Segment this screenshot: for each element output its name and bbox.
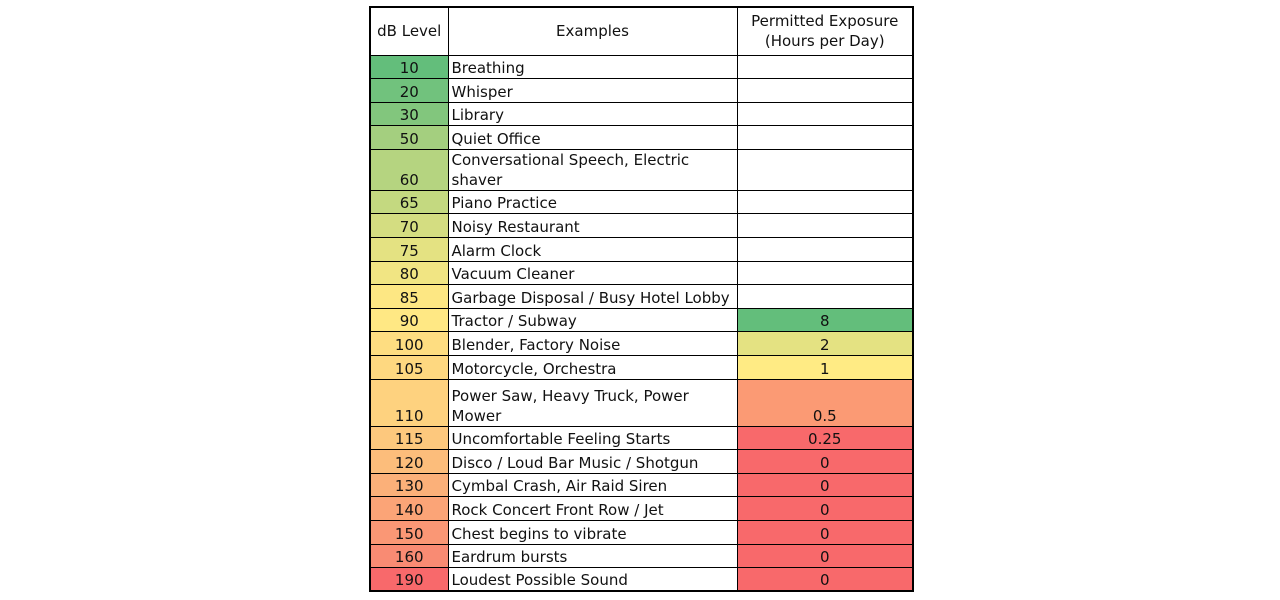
- db-level-cell: 105: [370, 356, 448, 380]
- table-row: [370, 497, 913, 521]
- db-level-cell: 90: [370, 308, 448, 332]
- table-row: [370, 521, 913, 545]
- exposure-cell: [737, 238, 913, 262]
- table-row: [370, 214, 913, 238]
- example-cell: Rock Concert Front Row / Jet: [448, 497, 737, 521]
- header-db-level: dB Level: [370, 7, 448, 55]
- example-cell: Uncomfortable Feeling Starts: [448, 426, 737, 450]
- example-cell: Eardrum bursts: [448, 544, 737, 568]
- exposure-cell: 2: [737, 332, 913, 356]
- header-exposure-line1: Permitted Exposure: [751, 12, 899, 31]
- table-row: [370, 568, 913, 592]
- db-level-cell: 160: [370, 544, 448, 568]
- db-level-cell: 20: [370, 79, 448, 103]
- exposure-cell: 0: [737, 473, 913, 497]
- exposure-cell: 0.25: [737, 426, 913, 450]
- db-level-cell: 70: [370, 214, 448, 238]
- example-cell: Library: [448, 102, 737, 126]
- table-row: [370, 332, 913, 356]
- exposure-cell: 8: [737, 308, 913, 332]
- example-cell: Alarm Clock: [448, 238, 737, 262]
- header-examples: Examples: [448, 7, 737, 55]
- exposure-cell: [737, 149, 913, 190]
- table-row: [370, 79, 913, 103]
- exposure-cell: 0: [737, 544, 913, 568]
- example-cell: Cymbal Crash, Air Raid Siren: [448, 473, 737, 497]
- example-cell: Power Saw, Heavy Truck, Power Mower: [448, 379, 737, 426]
- table-row: [370, 261, 913, 285]
- table-row: [370, 356, 913, 380]
- exposure-cell: [737, 214, 913, 238]
- exposure-cell: 0: [737, 521, 913, 545]
- db-level-cell: 85: [370, 285, 448, 309]
- db-level-cell: 65: [370, 190, 448, 214]
- example-cell: Motorcycle, Orchestra: [448, 356, 737, 380]
- exposure-cell: [737, 126, 913, 150]
- db-level-cell: 115: [370, 426, 448, 450]
- header-permitted-exposure: [737, 7, 913, 55]
- db-level-cell: 80: [370, 261, 448, 285]
- db-level-cell: 110: [370, 379, 448, 426]
- example-cell: Garbage Disposal / Busy Hotel Lobby: [448, 285, 737, 309]
- table-row: [370, 190, 913, 214]
- exposure-cell: 0: [737, 450, 913, 474]
- example-cell: Chest begins to vibrate: [448, 521, 737, 545]
- db-level-cell: 60: [370, 149, 448, 190]
- table-row: [370, 149, 913, 190]
- exposure-cell: 0.5: [737, 379, 913, 426]
- db-level-cell: 10: [370, 55, 448, 79]
- table-row: [370, 426, 913, 450]
- example-cell: Vacuum Cleaner: [448, 261, 737, 285]
- db-level-cell: 150: [370, 521, 448, 545]
- db-level-cell: 140: [370, 497, 448, 521]
- exposure-cell: [737, 79, 913, 103]
- table-row: [370, 544, 913, 568]
- table-row: [370, 308, 913, 332]
- exposure-cell: [737, 55, 913, 79]
- example-cell: Tractor / Subway: [448, 308, 737, 332]
- exposure-cell: [737, 190, 913, 214]
- table-row: [370, 473, 913, 497]
- exposure-cell: 0: [737, 497, 913, 521]
- db-level-cell: 190: [370, 568, 448, 592]
- exposure-cell: 1: [737, 356, 913, 380]
- table-row: [370, 450, 913, 474]
- example-cell: Loudest Possible Sound: [448, 568, 737, 592]
- table-row: [370, 238, 913, 262]
- example-cell: Breathing: [448, 55, 737, 79]
- noise-exposure-table: [369, 6, 914, 592]
- header-row: [370, 7, 913, 55]
- header-exposure-line2: (Hours per Day): [764, 32, 885, 51]
- table-row: [370, 102, 913, 126]
- db-level-cell: 50: [370, 126, 448, 150]
- table-row: [370, 379, 913, 426]
- example-cell: Whisper: [448, 79, 737, 103]
- example-cell: Noisy Restaurant: [448, 214, 737, 238]
- exposure-cell: 0: [737, 568, 913, 592]
- table-row: [370, 126, 913, 150]
- example-cell: Blender, Factory Noise: [448, 332, 737, 356]
- table-row: [370, 285, 913, 309]
- table-body: [370, 55, 913, 591]
- db-level-cell: 75: [370, 238, 448, 262]
- example-cell: Quiet Office: [448, 126, 737, 150]
- example-cell: Disco / Loud Bar Music / Shotgun: [448, 450, 737, 474]
- db-level-cell: 100: [370, 332, 448, 356]
- db-level-cell: 120: [370, 450, 448, 474]
- exposure-cell: [737, 102, 913, 126]
- exposure-cell: [737, 261, 913, 285]
- example-cell: Piano Practice: [448, 190, 737, 214]
- db-level-cell: 30: [370, 102, 448, 126]
- example-cell: Conversational Speech, Electric shaver: [448, 149, 737, 190]
- exposure-cell: [737, 285, 913, 309]
- db-level-cell: 130: [370, 473, 448, 497]
- table-row: [370, 55, 913, 79]
